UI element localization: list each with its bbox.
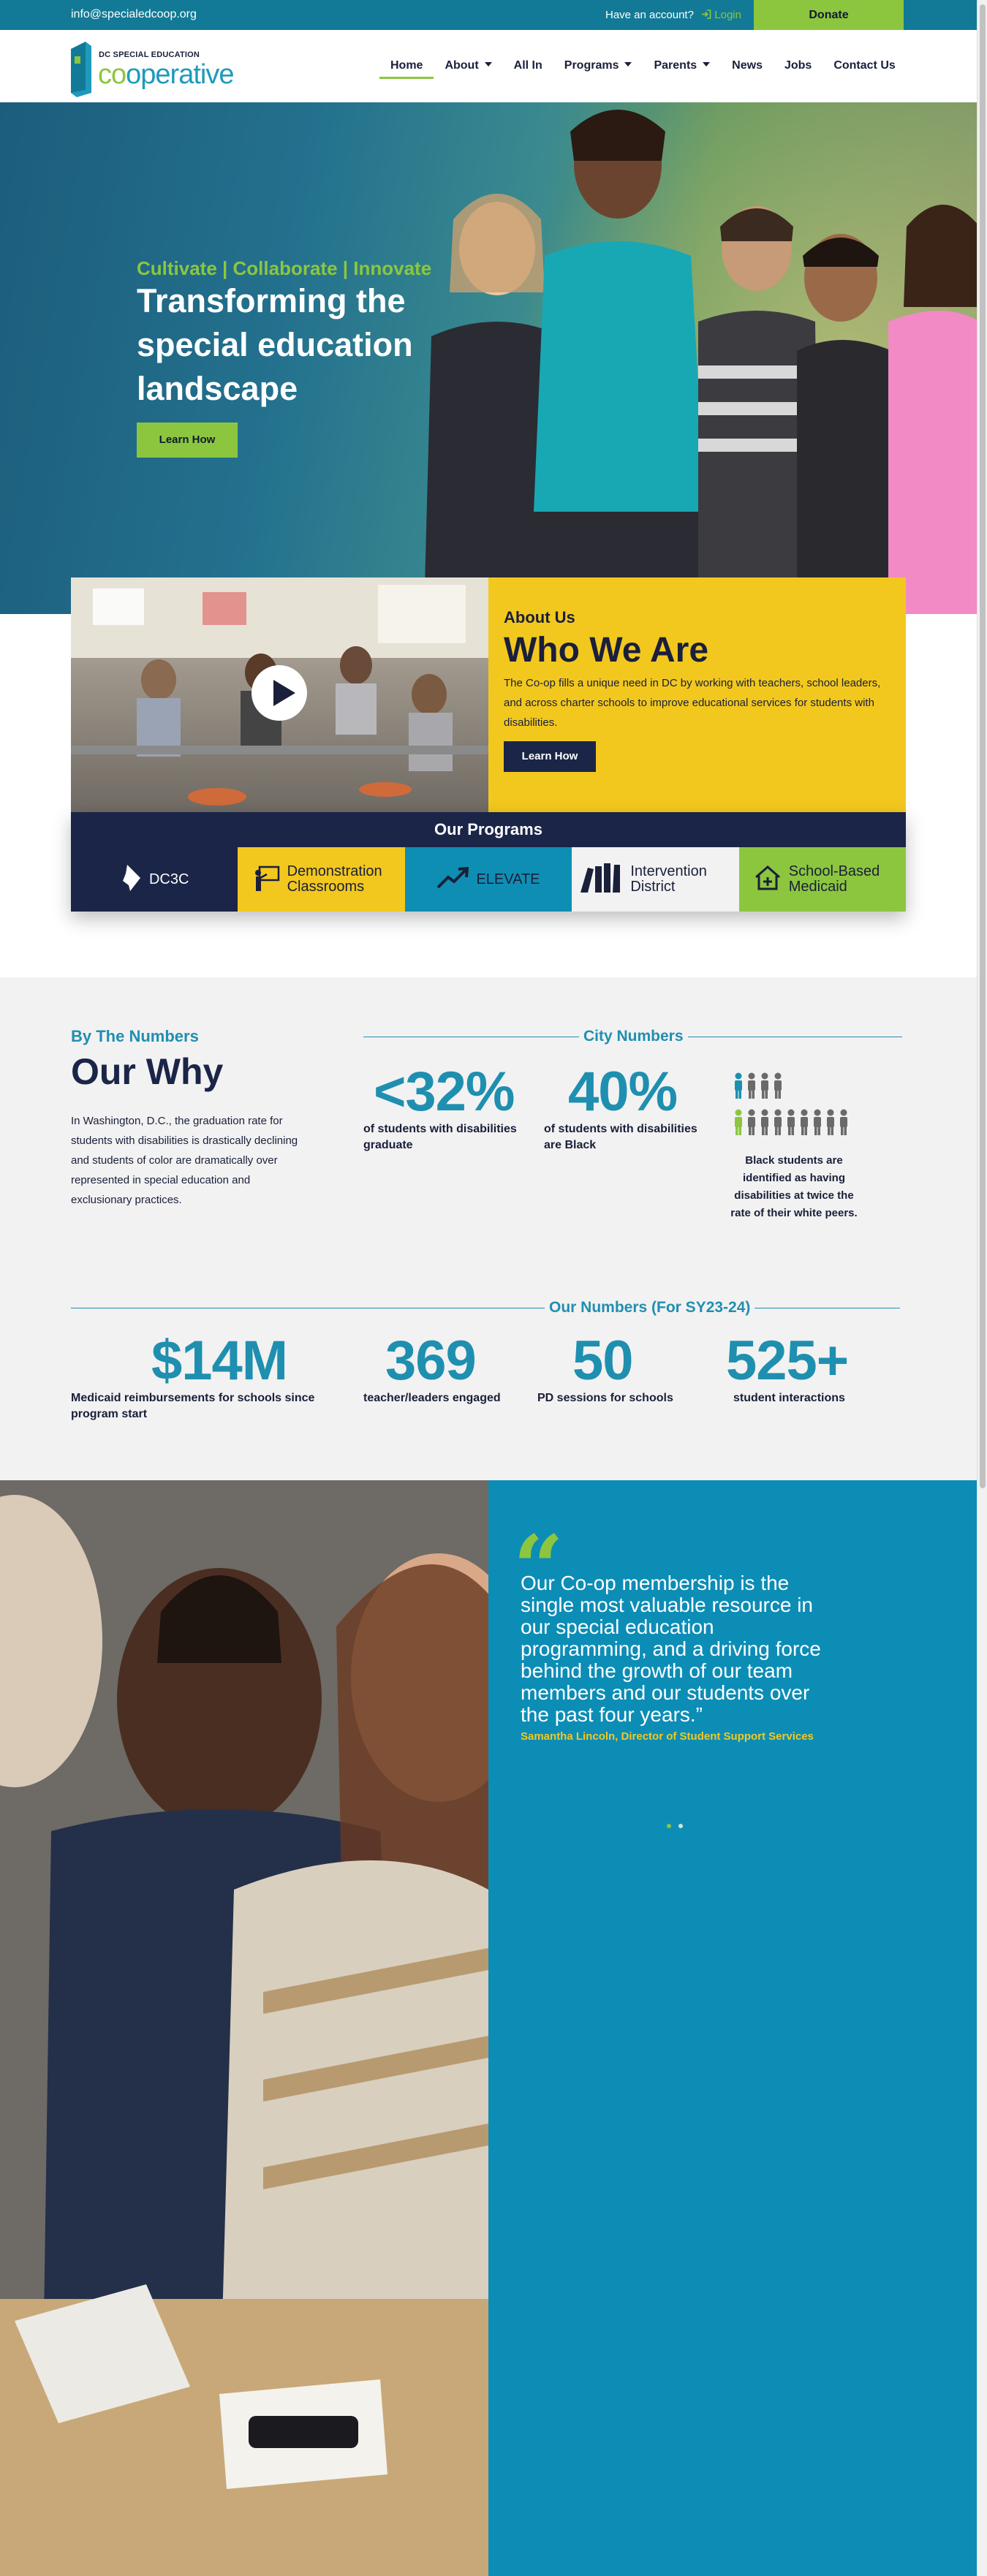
program-tile-school-based-medicaid[interactable] bbox=[739, 847, 906, 912]
trend-up-icon bbox=[436, 867, 469, 893]
program-tile-label: Intervention District bbox=[630, 863, 707, 895]
our-stat-3 bbox=[537, 1332, 691, 1406]
why-body: In Washington, D.C., the graduation rate for students with disabilities is drastically declining and students of color are dramatically over represented in special education and exclusionary practices. bbox=[71, 1115, 298, 1206]
about-video[interactable] bbox=[71, 577, 488, 812]
nav-item-about[interactable] bbox=[434, 57, 502, 79]
about-title: Who We Are bbox=[504, 631, 709, 670]
logo-operative: operative bbox=[126, 59, 234, 90]
city-stat-2-value: 40% bbox=[568, 1061, 678, 1123]
testimonial-author: Samantha Lincoln, Director of Student Support Services bbox=[521, 1730, 814, 1743]
quote-mark-icon: “ bbox=[513, 1516, 564, 1619]
nav-item-label: News bbox=[732, 59, 763, 72]
logo-small-text: DC SPECIAL EDUCATION bbox=[99, 50, 200, 59]
medical-house-icon bbox=[754, 865, 782, 895]
nav-item-jobs[interactable] bbox=[774, 57, 822, 79]
donate-button[interactable]: Donate bbox=[754, 0, 904, 30]
why-kicker: By The Numbers bbox=[71, 1027, 199, 1045]
program-tile-elevate[interactable] bbox=[405, 847, 572, 912]
our-stat-3-value: 50 bbox=[572, 1330, 633, 1392]
chevron-down-icon bbox=[703, 62, 710, 67]
pictogram-people-icon bbox=[733, 1072, 858, 1143]
our-stat-3-caption: PD sessions for schools bbox=[537, 1392, 673, 1404]
about-kicker: About Us bbox=[504, 608, 575, 626]
about-card bbox=[71, 577, 906, 812]
play-button-icon[interactable] bbox=[252, 665, 307, 721]
city-stat-2-caption: of students with disabilities are Black bbox=[544, 1123, 697, 1151]
account-prompt bbox=[605, 9, 741, 21]
program-tile-label: ELEVATE bbox=[476, 871, 540, 887]
dc-map-icon bbox=[120, 863, 142, 896]
our-stat-1-value: $14M bbox=[151, 1330, 288, 1392]
nav-item-all-in[interactable] bbox=[503, 57, 553, 79]
our-numbers-label: Our Numbers (For SY23-24) bbox=[545, 1299, 755, 1317]
hero-learn-how-button[interactable]: Learn How bbox=[137, 423, 238, 458]
program-tile-label: Demonstration Classrooms bbox=[287, 863, 382, 895]
logo-mark-icon bbox=[71, 42, 91, 97]
nav-item-label: Jobs bbox=[784, 59, 812, 72]
scrollbar-thumb[interactable] bbox=[980, 4, 986, 1488]
about-learn-how-button[interactable]: Learn How bbox=[504, 741, 596, 772]
hero-tagline: Cultivate | Collaborate | Innovate bbox=[137, 257, 432, 279]
nav-item-label: Programs bbox=[564, 59, 619, 72]
hero-banner bbox=[0, 102, 977, 614]
testimonial-panel bbox=[488, 1480, 977, 2576]
chevron-down-icon bbox=[485, 62, 492, 67]
program-tile-demonstration-classrooms[interactable] bbox=[238, 847, 404, 912]
city-numbers-label: City Numbers bbox=[579, 1028, 688, 1045]
nav-item-home[interactable] bbox=[379, 57, 434, 79]
our-stat-2-value: 369 bbox=[385, 1330, 476, 1392]
site-logo[interactable] bbox=[71, 40, 234, 97]
program-tile-label: School-Based Medicaid bbox=[788, 863, 880, 895]
program-tile-intervention-district[interactable] bbox=[572, 847, 738, 912]
testimonial-section bbox=[0, 1480, 977, 2576]
city-stat-1-caption: of students with disabilities graduate bbox=[363, 1123, 517, 1151]
books-icon bbox=[578, 862, 623, 898]
our-stat-4-caption: student interactions bbox=[733, 1392, 845, 1404]
by-the-numbers-section bbox=[0, 977, 977, 1480]
nav-item-label: Parents bbox=[654, 59, 697, 72]
our-numbers-heading bbox=[71, 1299, 900, 1317]
login-icon bbox=[701, 10, 711, 19]
logo-co: co bbox=[98, 59, 126, 90]
carousel-dot-1[interactable] bbox=[667, 1824, 671, 1828]
about-text-panel bbox=[488, 577, 906, 812]
account-prompt-text: Have an account? bbox=[605, 9, 694, 21]
login-label: Login bbox=[714, 9, 741, 21]
hero-headline: Transforming the special education landscape bbox=[137, 282, 413, 407]
pictogram-caption: Black students are identified as having disabilities at twice the rate of their white peers. bbox=[730, 1154, 858, 1219]
teacher-board-icon bbox=[254, 864, 280, 895]
logo-wordmark bbox=[98, 59, 233, 91]
top-bar bbox=[0, 0, 977, 30]
site-header bbox=[0, 30, 977, 102]
nav-item-news[interactable] bbox=[721, 57, 774, 79]
our-stat-1 bbox=[71, 1332, 356, 1423]
nav-item-label: Home bbox=[390, 59, 423, 72]
program-tile-label: DC3C bbox=[148, 871, 189, 887]
program-tile-dc3c[interactable] bbox=[71, 847, 238, 912]
our-stat-2-caption: teacher/leaders engaged bbox=[363, 1392, 501, 1404]
login-link[interactable] bbox=[701, 9, 741, 21]
programs-bar bbox=[71, 812, 906, 912]
nav-item-label: Contact Us bbox=[833, 59, 896, 72]
carousel-dot-2[interactable] bbox=[678, 1824, 683, 1828]
about-body: The Co-op fills a unique need in DC by working with teachers, school leaders, and across charter schools to improve educational services for students with disabilities. bbox=[504, 677, 881, 729]
nav-item-parents[interactable] bbox=[643, 57, 721, 79]
our-stat-4 bbox=[726, 1332, 880, 1406]
pictogram bbox=[730, 1072, 858, 1222]
programs-title: Our Programs bbox=[71, 812, 906, 847]
chevron-down-icon bbox=[624, 62, 632, 67]
carousel-dots bbox=[667, 1824, 683, 1828]
city-stat-1 bbox=[363, 1063, 517, 1153]
email-link[interactable]: info@specialedcoop.org bbox=[71, 8, 197, 20]
staff-photo bbox=[0, 1480, 488, 2576]
nav-item-label: About bbox=[445, 59, 479, 72]
city-stat-1-value: <32% bbox=[374, 1061, 515, 1123]
our-stat-4-value: 525+ bbox=[726, 1330, 849, 1392]
nav-item-programs[interactable] bbox=[553, 57, 643, 79]
programs-tiles bbox=[71, 847, 906, 912]
main-nav bbox=[379, 57, 907, 79]
why-title: Our Why bbox=[71, 1051, 224, 1092]
nav-item-contact-us[interactable] bbox=[822, 57, 906, 79]
our-stat-2 bbox=[363, 1332, 517, 1406]
page-scrollbar[interactable] bbox=[977, 0, 987, 2576]
testimonial-photo bbox=[0, 1480, 488, 2576]
testimonial-quote: Our Co-op membership is the single most valuable resource in our special education programming, and a driving force behind the growth of our team members and our students over the past four years.” bbox=[521, 1572, 821, 1726]
nav-item-label: All In bbox=[513, 59, 542, 72]
our-stat-1-caption: Medicaid reimbursements for schools since program start bbox=[71, 1392, 315, 1420]
city-numbers-heading bbox=[363, 1028, 902, 1045]
city-stat-2 bbox=[544, 1063, 697, 1153]
